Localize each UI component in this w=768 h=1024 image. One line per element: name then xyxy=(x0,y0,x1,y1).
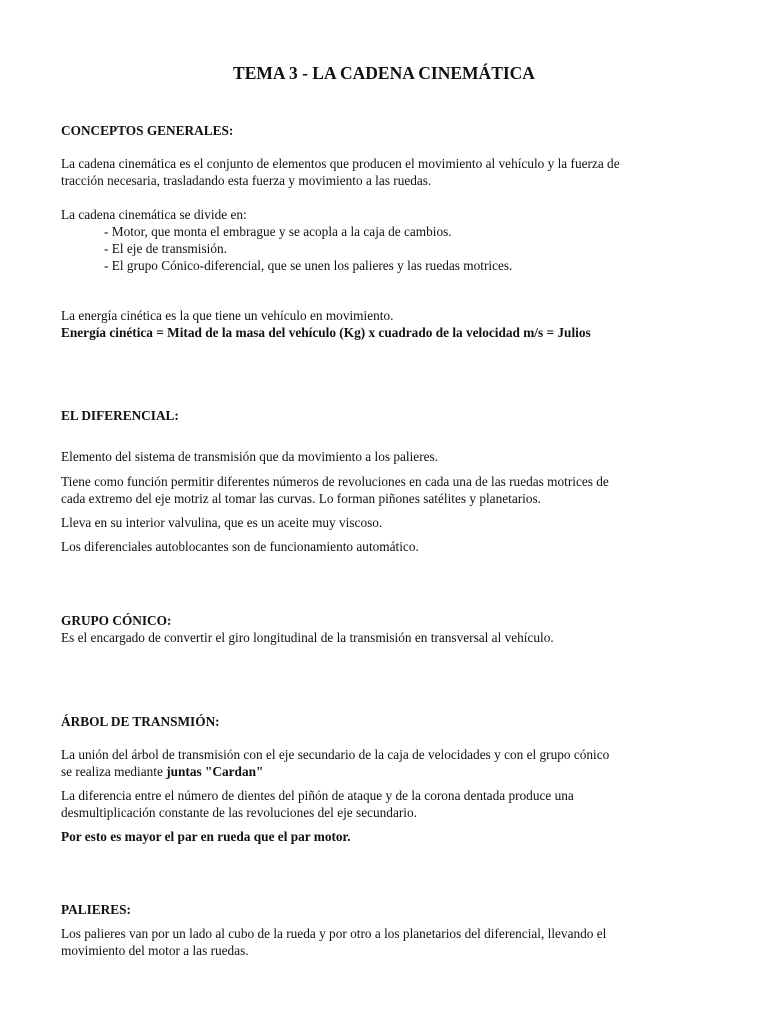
section-heading-conceptos: CONCEPTOS GENERALES: xyxy=(61,123,234,138)
document-title: TEMA 3 - LA CADENA CINEMÁTICA xyxy=(233,63,535,83)
text-line: La cadena cinemática es el conjunto de elementos que producen el movimiento al vehículo y la fuerza de xyxy=(61,156,620,171)
text-line: Los palieres van por un lado al cubo de la rueda y por otro a los planetarios del diferencial, llevando el xyxy=(61,926,607,941)
section-heading-diferencial: EL DIFERENCIAL: xyxy=(61,408,179,423)
diferencial-paragraph-3: Lleva en su interior valvulina, que es un aceite muy viscoso. xyxy=(61,515,383,530)
text-span: se realiza mediante xyxy=(61,764,167,779)
cardan-emphasis: juntas "Cardan" xyxy=(166,764,264,779)
section-heading-palieres: PALIERES: xyxy=(61,902,131,917)
text-line: tracción necesaria, trasladando esta fuerza y movimiento a las ruedas. xyxy=(61,173,432,188)
text-line: Tiene como función permitir diferentes números de revoluciones en cada una de las ruedas motrices de xyxy=(61,474,609,489)
diferencial-paragraph-2 xyxy=(61,473,721,507)
conceptos-paragraph-2: La cadena cinemática se divide en: xyxy=(61,207,247,222)
text-line: cada extremo del eje motriz al tomar las curvas. Lo forman piñones satélites y planetarios. xyxy=(61,491,541,506)
text-line: La unión del árbol de transmisión con el eje secundario de la caja de velocidades y con el grupo cónico xyxy=(61,747,610,762)
text-line: desmultiplicación constante de las revoluciones del eje secundario. xyxy=(61,805,417,820)
energy-formula: Energía cinética = Mitad de la masa del vehículo (Kg) x cuadrado de la velocidad m/s = Julios xyxy=(61,325,591,340)
section-heading-arbol: ÁRBOL DE TRANSMIÓN: xyxy=(61,714,220,729)
palieres-paragraph-1 xyxy=(61,925,721,959)
conico-paragraph-1: Es el encargado de convertir el giro longitudinal de la transmisión en transversal al vehículo. xyxy=(61,630,554,645)
text-line xyxy=(61,763,721,780)
arbol-paragraph-1 xyxy=(61,746,721,780)
list-item: - Motor, que monta el embrague y se acopla a la caja de cambios. xyxy=(104,224,452,239)
diferencial-paragraph-1: Elemento del sistema de transmisión que da movimiento a los palieres. xyxy=(61,449,439,464)
arbol-paragraph-2 xyxy=(61,787,721,821)
arbol-conclusion: Por esto es mayor el par en rueda que el par motor. xyxy=(61,829,351,844)
diferencial-paragraph-4: Los diferenciales autoblocantes son de funcionamiento automático. xyxy=(61,539,419,554)
conceptos-list xyxy=(104,223,724,274)
energy-definition: La energía cinética es la que tiene un vehículo en movimiento. xyxy=(61,308,394,323)
list-item: - El grupo Cónico-diferencial, que se unen los palieres y las ruedas motrices. xyxy=(104,258,513,273)
text-line: movimiento del motor a las ruedas. xyxy=(61,943,249,958)
list-item: - El eje de transmisión. xyxy=(104,241,227,256)
section-heading-conico: GRUPO CÓNICO: xyxy=(61,613,172,628)
text-line: La diferencia entre el número de dientes del piñón de ataque y de la corona dentada produce una xyxy=(61,788,574,803)
conceptos-paragraph-1 xyxy=(61,155,721,189)
energy-paragraph xyxy=(61,307,721,341)
